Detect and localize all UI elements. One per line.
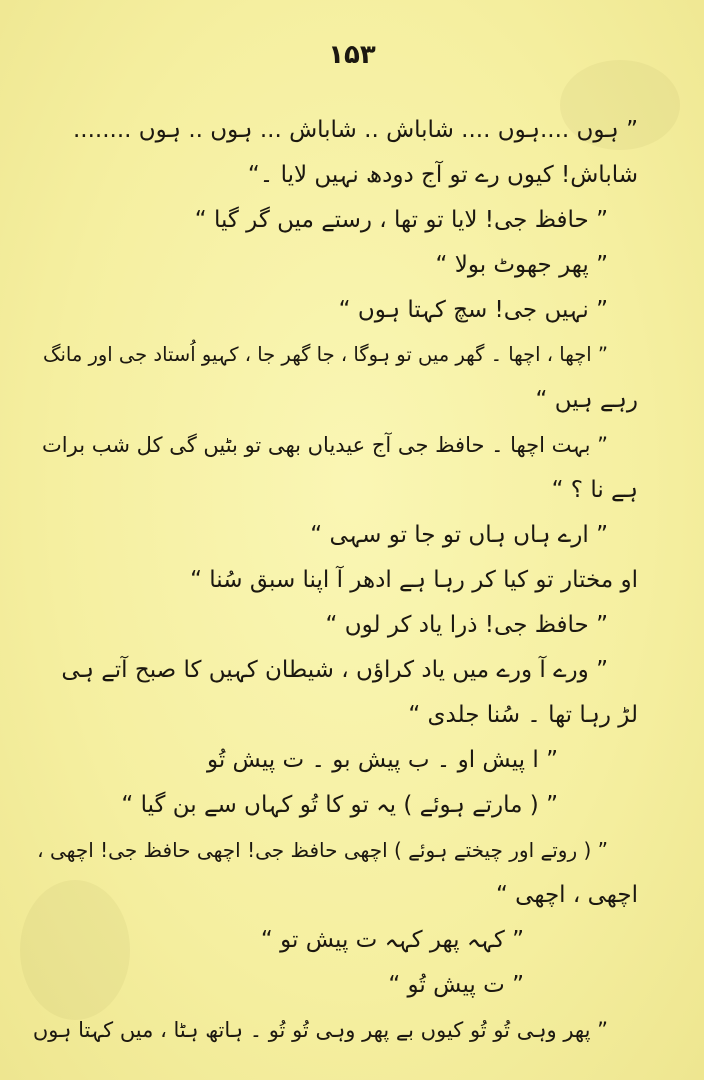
text-line: ” ت پیش تُو “ <box>388 972 524 998</box>
text-line: ” بہت اچھا ۔ حافظ جی آج عیدیاں بھی تو بٹیں گی کل شب برات <box>42 433 608 457</box>
text-line: ” ( روتے اور چیختے ہوئے ) اچھی حافظ جی! اچھی حافظ جی! اچھی ، <box>37 838 608 862</box>
text-line: ” حافظ جی! ذرا یاد کر لوں “ <box>325 612 608 638</box>
text-line: ” پھر جھوٹ بولا “ <box>435 252 608 278</box>
text-line: ہے نا ؟ “ <box>551 477 638 503</box>
text-line: لڑ رہا تھا ۔ سُنا جلدی “ <box>408 702 638 728</box>
text-line: ” ارے ہاں ہاں تو جا تو سہی “ <box>310 522 608 548</box>
paper-stain <box>20 880 130 1020</box>
text-line: ” ا پیش او ۔ ب پیش بو ۔ ت پیش تُو <box>206 747 558 773</box>
text-line: ” ( مارتے ہوئے ) یہ تو کا تُو کہاں سے بن گیا “ <box>121 792 558 818</box>
text-line: ” کہہ پھر کہہ ت پیش تو “ <box>260 927 524 953</box>
text-line: رہے ہیں “ <box>535 387 638 413</box>
text-line: ” نہیں جی! سچ کہتا ہوں “ <box>338 297 608 323</box>
text-line: اچھی ، اچھی “ <box>495 882 638 908</box>
text-line: ” حافظ جی! لایا تو تھا ، رستے میں گر گیا “ <box>194 207 608 233</box>
text-line: ” پھر وہی تُو تُو کیوں بے پھر وہی تُو تُو ۔ ہاتھ ہٹا ، میں کہتا ہوں <box>32 1018 608 1042</box>
text-line: ” ہوں ....ہوں .... شاباش .. شاباش ... ہوں .. ہوں ........ <box>72 117 638 143</box>
text-line: او مختار تو کیا کر رہا ہے ادھر آ اپنا سبق سُنا “ <box>190 567 638 593</box>
text-line: ” ورے آ ورے میں یاد کراؤں ، شیطان کہیں کا صبح آتے ہی <box>61 657 608 683</box>
text-line: ” اچھا ، اچھا ۔ گھر میں تو ہوگا ، جا گھر جا ، کہیو اُستاد جی اور مانگ <box>43 343 608 366</box>
text-line: شاباش! کیوں رے تو آج دودھ نہیں لایا ۔“ <box>247 162 638 188</box>
page-number: ۱۵۳ <box>328 40 376 70</box>
